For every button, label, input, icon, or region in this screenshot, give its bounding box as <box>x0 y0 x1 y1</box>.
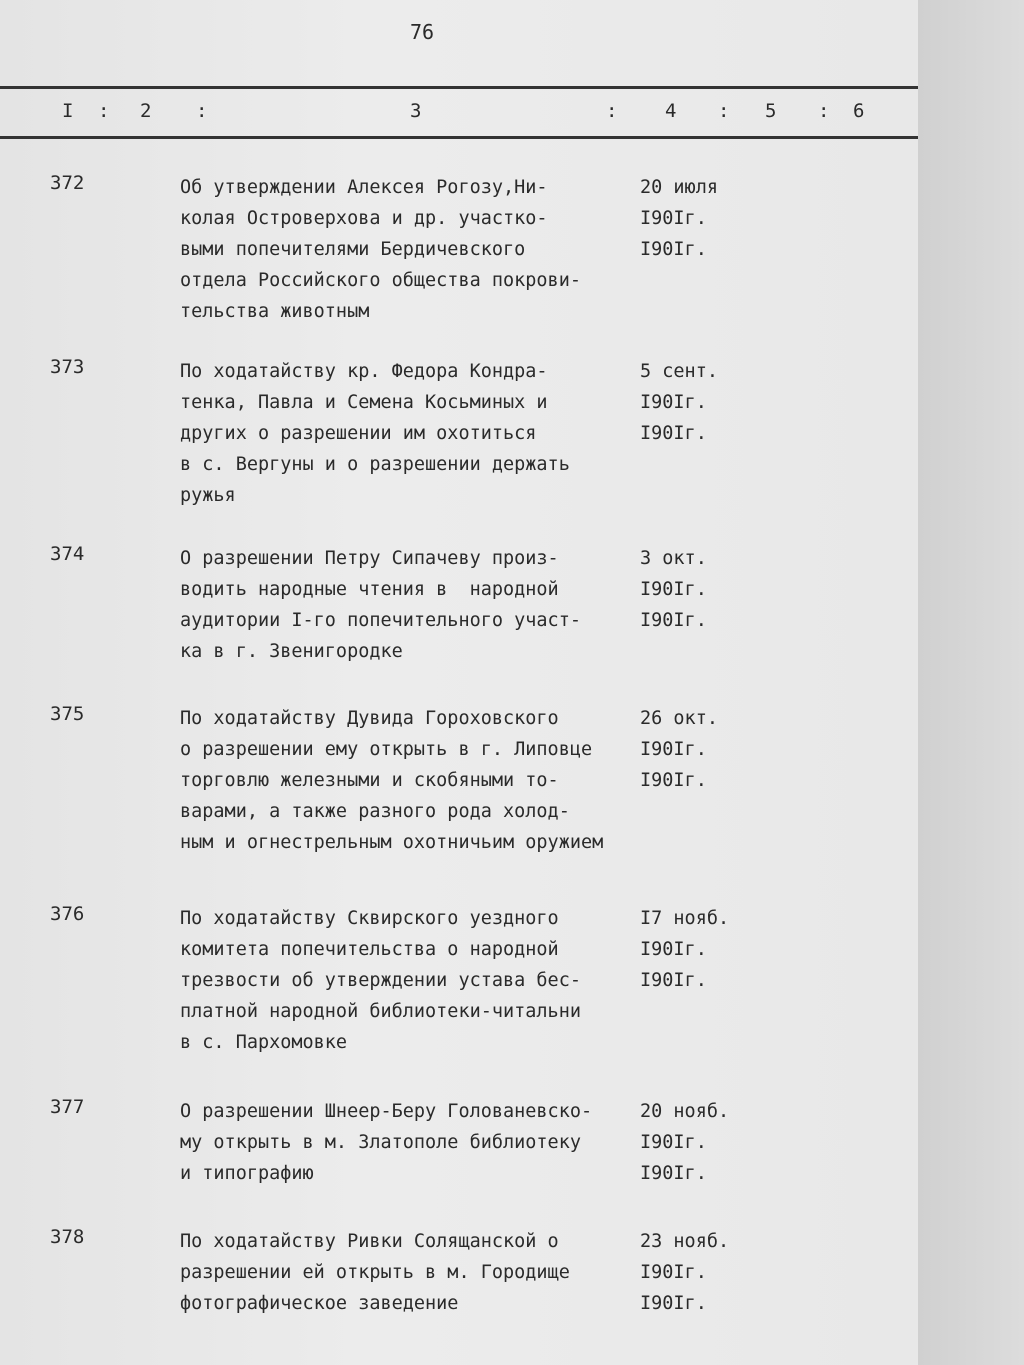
entry-number: 376 <box>50 903 85 925</box>
date-line: I90Iг. <box>640 770 707 791</box>
description-line: По ходатайству Дувида Гороховского <box>180 708 559 729</box>
entry-dates <box>640 1226 729 1319</box>
description-line: платной народной библиотеки-читальни <box>180 1001 581 1022</box>
date-line: 20 нояб. <box>640 1101 730 1122</box>
description-line: По ходатайству Ривки Солящанской о <box>180 1231 559 1252</box>
column-separator: : <box>98 100 110 122</box>
description-line: комитета попечительства о народной <box>180 939 559 960</box>
description-line: ка в г. Звенигородке <box>180 641 403 662</box>
entry-number: 372 <box>50 172 85 194</box>
entry-description <box>180 703 603 858</box>
date-line: 5 сент. <box>640 361 718 382</box>
entry-dates <box>640 903 729 996</box>
date-line: I90Iг. <box>640 423 707 444</box>
column-separator: : <box>196 100 208 122</box>
date-line: I90Iг. <box>640 1293 707 1314</box>
date-line: I90Iг. <box>640 1262 707 1283</box>
date-line: I90Iг. <box>640 610 707 631</box>
column-number: I <box>62 100 74 122</box>
entry-description <box>180 356 570 511</box>
entry-number: 374 <box>50 543 85 565</box>
description-line: тенка, Павла и Семена Косьминых и <box>180 392 548 413</box>
description-line: варами, а также разного рода холод- <box>180 801 570 822</box>
description-line: По ходатайству кр. Федора Кондра- <box>180 361 548 382</box>
column-separator: : <box>818 100 830 122</box>
description-line: му открыть в м. Златополе библиотеку <box>180 1132 581 1153</box>
description-line: По ходатайству Сквирского уездного <box>180 908 559 929</box>
description-line: ружья <box>180 485 236 506</box>
date-line: I90Iг. <box>640 579 707 600</box>
description-line: торговлю железными и скобяными то- <box>180 770 559 791</box>
date-line: I90Iг. <box>640 1132 707 1153</box>
page-number: 76 <box>410 20 435 44</box>
date-line: 23 нояб. <box>640 1231 730 1252</box>
date-line: 20 июля <box>640 177 718 198</box>
column-separator: : <box>718 100 730 122</box>
entry-description <box>180 543 581 667</box>
column-number: 3 <box>410 100 422 122</box>
date-line: I90Iг. <box>640 239 707 260</box>
entry-number: 377 <box>50 1096 85 1118</box>
description-line: других о разрешении им охотиться <box>180 423 537 444</box>
description-line: О разрешении Петру Сипачеву произ- <box>180 548 559 569</box>
column-number: 6 <box>853 100 865 122</box>
description-line: в с. Пархомовке <box>180 1032 348 1053</box>
date-line: I90Iг. <box>640 970 707 991</box>
description-line: ным и огнестрельным охотничьим оружием <box>180 832 604 853</box>
description-line: о разрешении ему открыть в г. Липовце <box>180 739 593 760</box>
description-line: трезвости об утверждении устава бес- <box>180 970 581 991</box>
description-line: выми попечителями Бердичевского <box>180 239 526 260</box>
description-line: О разрешении Шнеер-Беру Голованевско- <box>180 1101 593 1122</box>
entry-dates <box>640 703 718 796</box>
date-line: I90Iг. <box>640 939 707 960</box>
column-number: 4 <box>665 100 677 122</box>
entry-description <box>180 172 581 327</box>
entry-dates <box>640 356 718 449</box>
entry-number: 373 <box>50 356 85 378</box>
description-line: Об утверждении Алексея Рогозу,Ни- <box>180 177 548 198</box>
description-line: фотографическое заведение <box>180 1293 459 1314</box>
date-line: I90Iг. <box>640 739 707 760</box>
date-line: I90Iг. <box>640 392 707 413</box>
description-line: отдела Российского общества покрови- <box>180 270 581 291</box>
entry-description <box>180 903 581 1058</box>
column-number: 2 <box>140 100 152 122</box>
date-line: I90Iг. <box>640 1163 707 1184</box>
column-number: 5 <box>765 100 777 122</box>
description-line: и типографию <box>180 1163 314 1184</box>
entry-description <box>180 1226 570 1319</box>
date-line: 26 окт. <box>640 708 718 729</box>
description-line: колая Островерхова и др. участко- <box>180 208 548 229</box>
entry-dates <box>640 543 707 636</box>
date-line: I7 нояб. <box>640 908 730 929</box>
entry-description <box>180 1096 592 1189</box>
description-line: в с. Вергуны и о разрешении держать <box>180 454 570 475</box>
header-rule-bottom <box>0 136 918 139</box>
description-line: тельства животным <box>180 301 370 322</box>
entry-number: 375 <box>50 703 85 725</box>
description-line: аудитории I-го попечительного участ- <box>180 610 581 631</box>
entry-number: 378 <box>50 1226 85 1248</box>
date-line: I90Iг. <box>640 208 707 229</box>
description-line: разрешении ей открыть в м. Городище <box>180 1262 570 1283</box>
date-line: 3 окт. <box>640 548 707 569</box>
entry-dates <box>640 1096 729 1189</box>
next-page-edge <box>918 0 1024 1365</box>
entry-dates <box>640 172 718 265</box>
header-rule-top <box>0 86 918 89</box>
column-separator: : <box>606 100 618 122</box>
description-line: водить народные чтения в народной <box>180 579 559 600</box>
